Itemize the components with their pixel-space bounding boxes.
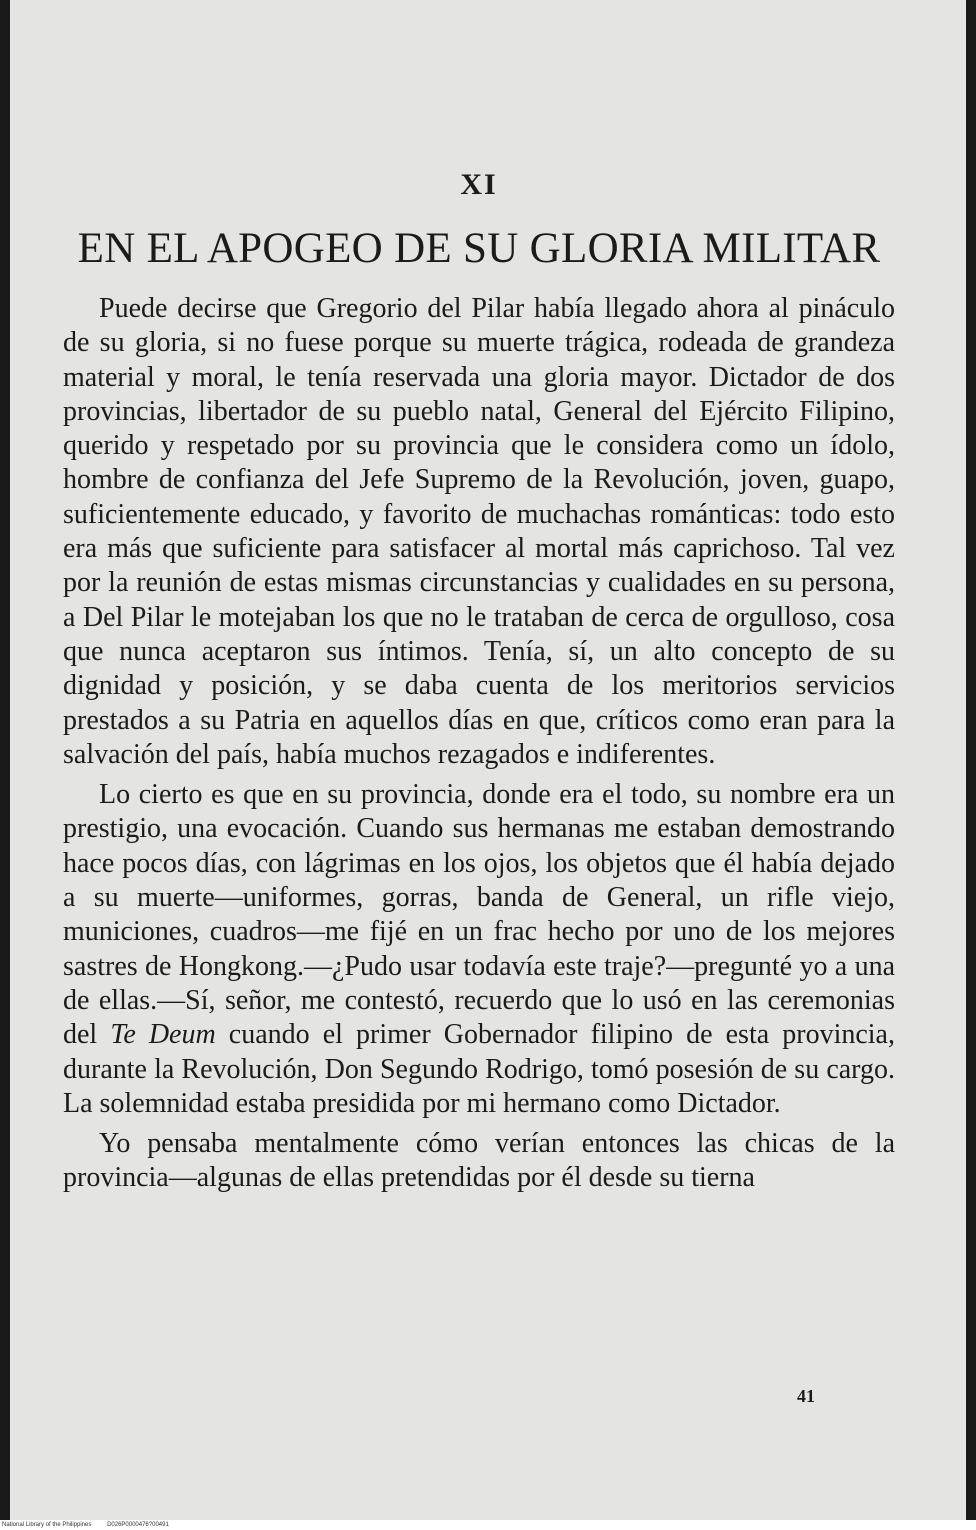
footer-library: National Library of the Philippines bbox=[2, 1522, 92, 1528]
paragraph-2-part-1: Lo cierto es que en su provincia, donde era el todo, su nombre era un prestigio, una evocación. Cuando sus hermanas me estaban demostrando hace pocos días, con lágrimas en los ojos, los objetos que él había dejado a su muerte—uniformes, gorras, banda de General, un rifle viejo, municiones, cuadros—me fijé en un frac hecho por uno de los mejores sastres de Hongkong.—¿Pudo usar todavía este traje?—pregunté yo a una de ellas.—Sí, señor, me contestó, recuerdo que lo usó en las ceremonias del bbox=[63, 779, 895, 1051]
chapter-number: XI bbox=[460, 168, 498, 201]
paragraph-1: Puede decirse que Gregorio del Pilar había llegado ahora al pináculo de su gloria, si no fuese porque su muerte trágica, rodeada de grandeza material y moral, le tenía reservada una gloria mayor. Dictador de dos provincias, libertador de su pueblo natal, General del Ejército Filipino, querido y respetado por su provincia que le considera como un ídolo, hombre de confianza del Jefe Supremo de la Revolución, joven, guapo, suficientemente educado, y favorito de muchachas románticas: todo esto era más que suficiente para satisfacer al mortal más caprichoso. Tal vez por la reunión de estas mismas circunstancias y cualidades en su persona, a Del Pilar le motejaban los que no le trataban de cerca de orgulloso, cosa que nunca aceptaron sus íntimos. Tenía, sí, un alto concepto de su dignidad y posición, y se daba cuenta de los meritorios servicios prestados a su Patria en aquellos días en que, críticos como eran para la salvación del país, había muchos rezagados e indiferentes. bbox=[63, 293, 895, 770]
body-text bbox=[63, 292, 895, 1196]
page-content bbox=[63, 0, 895, 1520]
scan-footer bbox=[0, 1520, 976, 1530]
paragraph-2 bbox=[63, 778, 895, 1121]
chapter-title: EN EL APOGEO DE SU GLORIA MILITAR bbox=[77, 225, 881, 272]
paragraph-3: Yo pensaba mentalmente cómo verían entonces las chicas de la provincia—algunas de ellas pretendidas por él desde su tierna bbox=[63, 1128, 895, 1194]
paragraph-2-italic: Te Deum bbox=[110, 1019, 216, 1051]
book-page bbox=[10, 0, 966, 1520]
page-number: 41 bbox=[797, 1386, 815, 1406]
footer-code: D026P0000476?00491 bbox=[107, 1522, 169, 1528]
paragraph-2-part-2: cuando el primer Gobernador filipino de esta provincia, durante la Revolución, Don Segundo Rodrigo, tomó posesión de su cargo. La solemnidad estaba presidida por mi hermano como Dictador. bbox=[63, 1019, 895, 1119]
